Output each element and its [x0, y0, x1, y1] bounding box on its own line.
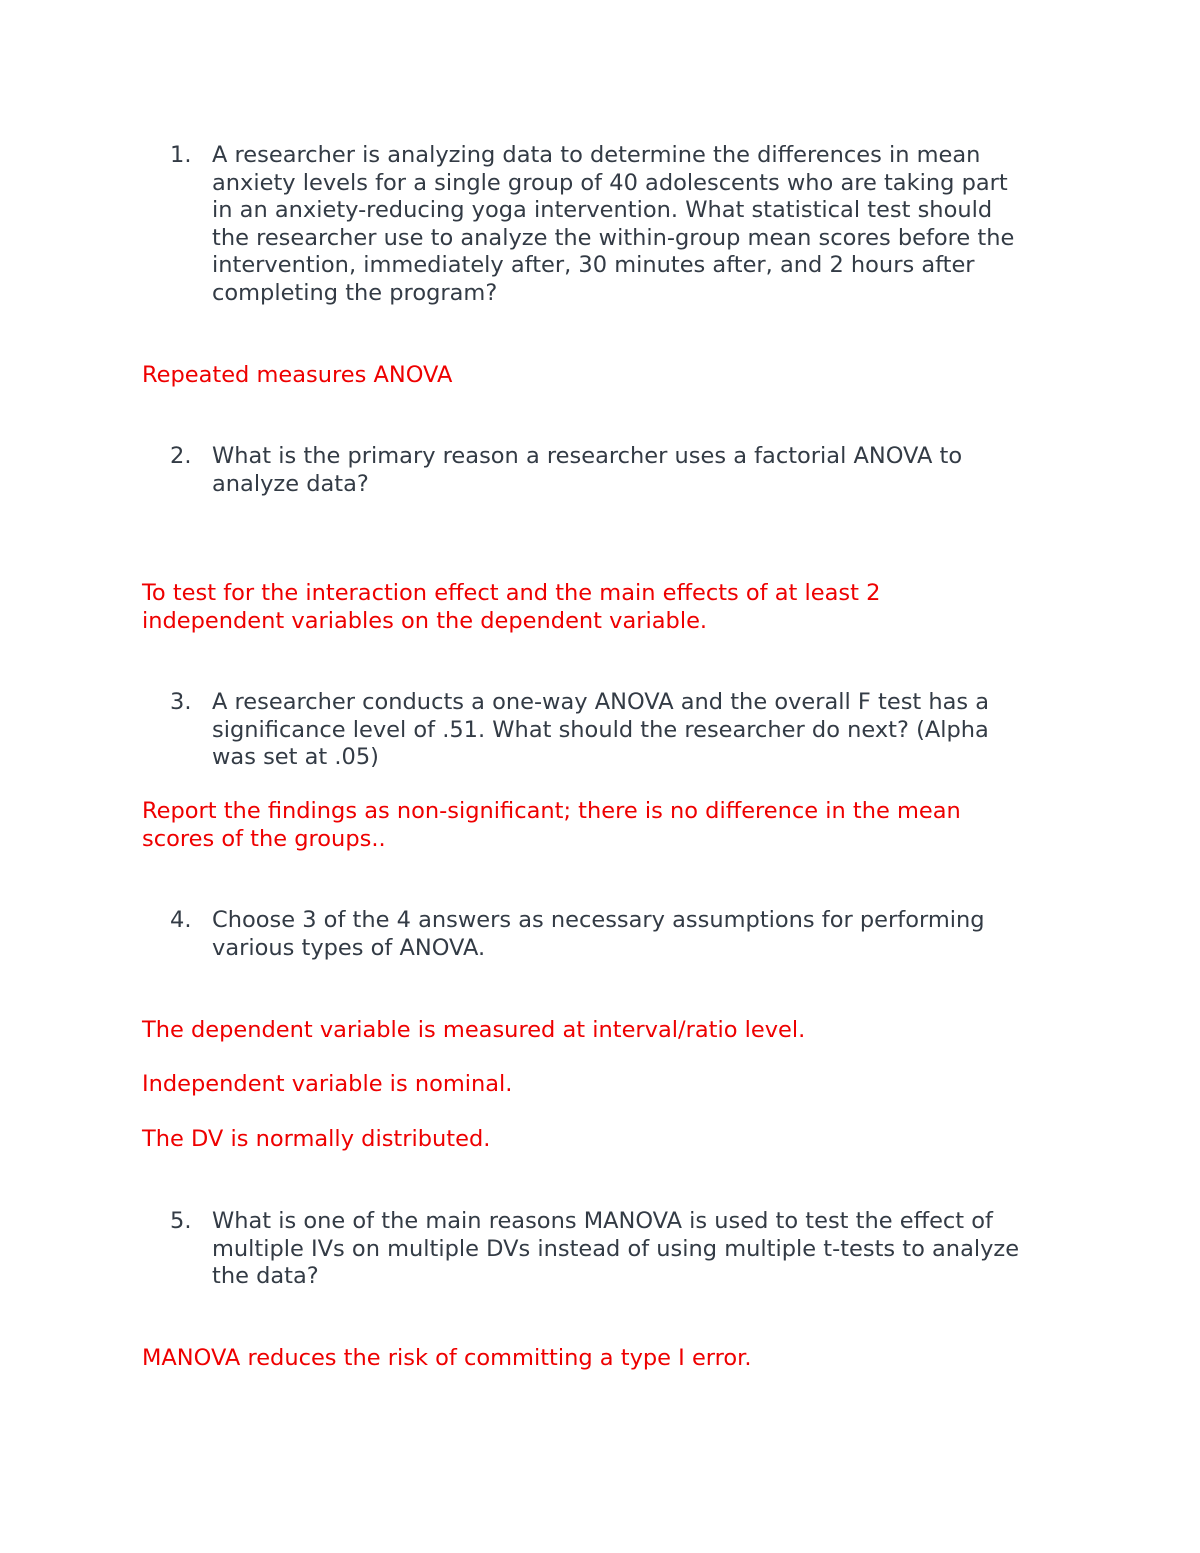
answer-4a: The dependent variable is measured at interval/ratio level. [142, 1017, 806, 1043]
question-1-number: 1. [170, 142, 192, 168]
question-3-number: 3. [170, 689, 192, 715]
question-5-text: What is one of the main reasons MANOVA is used to test the effect of multiple IVs on multiple DVs instead of using multiple t-tests to analyze the data? [212, 1208, 1020, 1289]
question-4-number: 4. [170, 907, 192, 933]
question-3-text: A researcher conducts a one-way ANOVA and the overall F test has a significance level of .51. What should the researcher do next? (Alpha was set at .05) [212, 689, 990, 770]
question-4-text: Choose 3 of the 4 answers as necessary assumptions for performing various types of ANOVA. [212, 907, 985, 961]
answer-2: To test for the interaction effect and the main effects of at least 2 independent variables on the dependent variable. [142, 580, 881, 634]
answer-5: MANOVA reduces the risk of committing a type I error. [142, 1345, 752, 1371]
question-5-number: 5. [170, 1208, 192, 1234]
question-1-text: A researcher is analyzing data to determine the differences in mean anxiety levels for a single group of 40 adolescents who are taking part in an anxiety-reducing yoga intervention. What statistical test should the researcher use to analyze the within-group mean scores before the intervention, immediately after, 30 minutes after, and 2 hours after completing the program? [212, 142, 1015, 306]
question-5 [170, 1208, 1070, 1291]
question-3 [170, 689, 1070, 772]
question-2 [170, 443, 1070, 498]
answer-4c: The DV is normally distributed. [142, 1126, 491, 1152]
question-1 [170, 142, 1070, 307]
answer-1: Repeated measures ANOVA [142, 362, 453, 388]
question-2-text: What is the primary reason a researcher uses a factorial ANOVA to analyze data? [212, 443, 963, 497]
question-4 [170, 907, 1070, 962]
question-2-number: 2. [170, 443, 192, 469]
answer-4b: Independent variable is nominal. [142, 1071, 513, 1097]
answer-3: Report the findings as non-significant; there is no difference in the mean scores of the groups.. [142, 798, 961, 852]
